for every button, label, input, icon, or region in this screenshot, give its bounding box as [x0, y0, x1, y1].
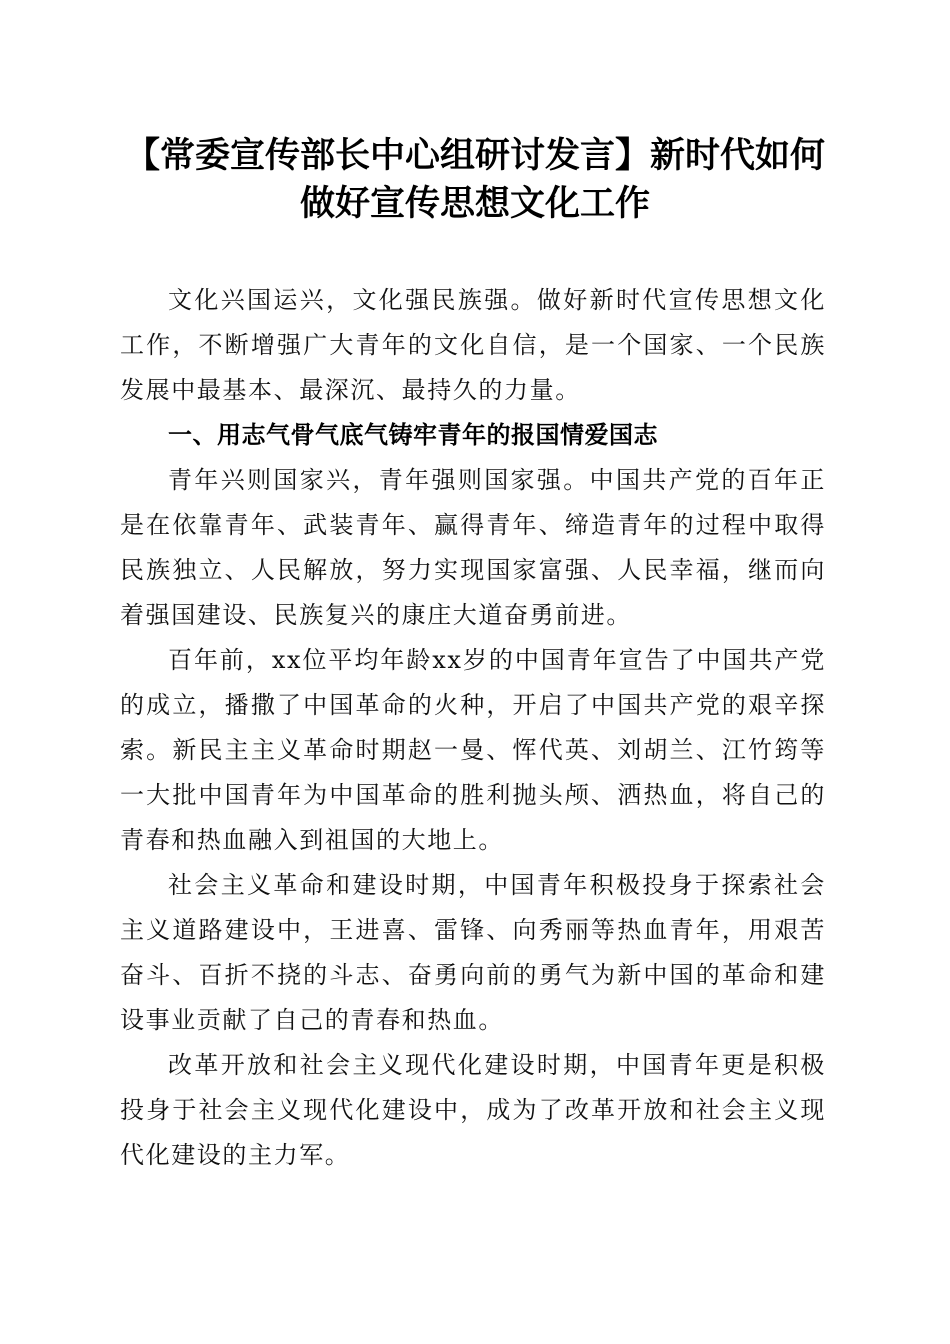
body-paragraph: 社会主义革命和建设时期，中国青年积极投身于探索社会主义道路建设中，王进喜、雷锋、向秀丽等热血青年，用艰苦奋斗、百折不挠的斗志、奋勇向前的勇气为新中国的革命和建设事业贡献了自己的青春和热血。 — [120, 871, 826, 1034]
body-paragraph: 改革开放和社会主义现代化建设时期，中国青年更是积极投身于社会主义现代化建设中，成为了改革开放和社会主义现代化建设的主力军。 — [120, 1051, 826, 1169]
section-heading: 一、用志气骨气底气铸牢青年的报国情爱国志 — [168, 421, 658, 449]
title-line-1: 【常委宣传部长中心组研讨发言】新时代如何 — [124, 135, 825, 176]
document-title — [100, 132, 850, 228]
document-body — [120, 278, 826, 1178]
title-line-2: 做好宣传思想文化工作 — [299, 183, 650, 224]
body-paragraph: 百年前，xx位平均年龄xx岁的中国青年宣告了中国共产党的成立，播撒了中国革命的火种，开启了中国共产党的艰辛探索。新民主主义革命时期赵一曼、恽代英、刘胡兰、江竹筠等一大批中国青年为中国革命的胜利抛头颅、洒热血，将自己的青春和热血融入到祖国的大地上。 — [120, 646, 826, 854]
body-paragraph: 青年兴则国家兴，青年强则国家强。中国共产党的百年正是在依靠青年、武装青年、赢得青年、缔造青年的过程中取得民族独立、人民解放，努力实现国家富强、人民幸福，继而向着强国建设、民族复兴的康庄大道奋勇前进。 — [120, 466, 826, 629]
intro-paragraph: 文化兴国运兴，文化强民族强。做好新时代宣传思想文化工作，不断增强广大青年的文化自信，是一个国家、一个民族发展中最基本、最深沉、最持久的力量。 — [120, 286, 826, 404]
